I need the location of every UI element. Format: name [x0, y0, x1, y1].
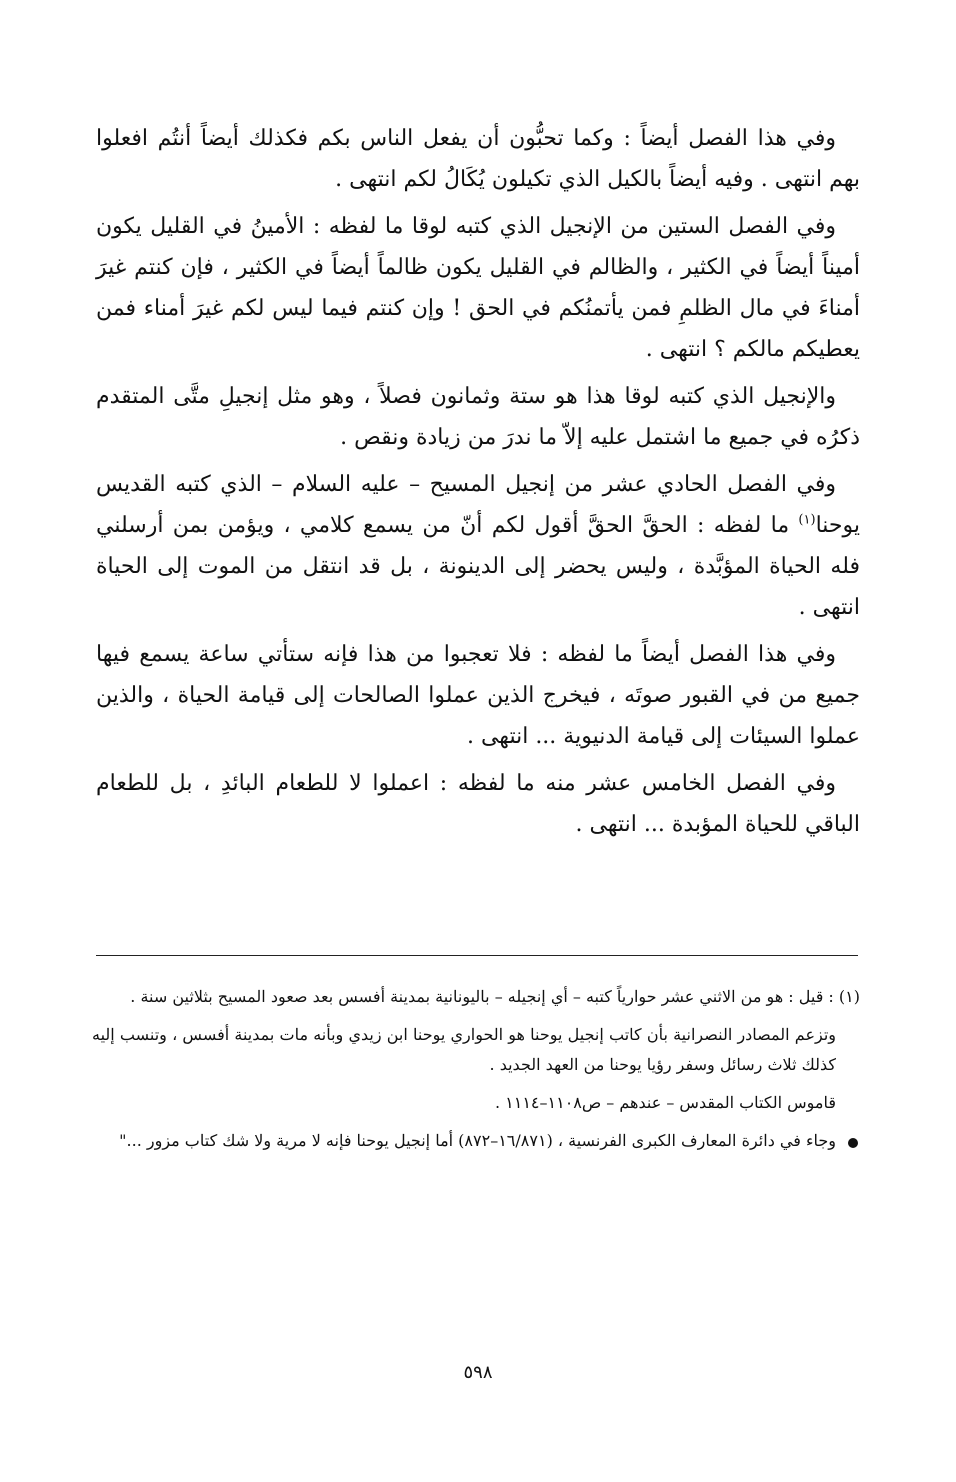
- page-number: ٥٩٨: [463, 1362, 493, 1383]
- bullet-icon: [848, 1138, 858, 1148]
- paragraph-4-text-before-ref: وفي الفصل الحادي عشر من إنجيل المسيح – عليه السلام – الذي كتبه القديس يوحنا: [96, 472, 860, 538]
- main-text-body: [96, 118, 860, 851]
- footnote-1: (١) : قيل : هو من الاثني عشر حوارياً كتبه – أي إنجيله – باليونانية بمدينة أفسس بعد صعود المسيح بثلاثين سنة .: [130, 987, 860, 1006]
- paragraph-3: والإنجيل الذي كتبه لوقا هذا هو ستة وثمانون فصلاً ، وهو مثل إنجيلِ متَّى المتقدم ذكرُه في جميع ما اشتمل عليه إلاّ ما ندرَ من زيادة ونقص .: [96, 384, 860, 450]
- footnote-bullet-text: وجاء في دائرة المعارف الكبرى الفرنسية ، (١٦/٨٧١–٨٧٢) أما إنجيل يوحنا فإنه لا مرية ولا شك كتاب مزور ...": [119, 1131, 836, 1150]
- paragraph-1: وفي هذا الفصل أيضاً : وكما تحبُّون أن يفعل الناس بكم فكذلك أيضاً أنتُم افعلوا بهم انتهى . وفيه أيضاً بالكيل الذي تكيلون يُكَالُ لكم انتهى .: [96, 126, 860, 192]
- paragraph-4: [96, 464, 860, 628]
- footnote-1-source: قاموس الكتاب المقدس – عندهم – ص١١٠٨–١١١٤ .: [494, 1093, 836, 1112]
- footnote-bullet-note: [92, 1126, 860, 1156]
- paragraph-5: وفي هذا الفصل أيضاً ما لفظه : فلا تعجبوا من هذا فإنه ستأتي ساعة يسمع فيها جميع من في القبور صوتَه ، فيخرج الذين عملوا الصالحات إلى قيامة الحياة ، والذين عملوا السيئات إلى قيامة الدنيوية ... انتهى .: [96, 642, 860, 749]
- footnote-1-continuation: وتزعم المصادر النصرانية بأن كاتب إنجيل يوحنا هو الحواري يوحنا ابن زيدي وبأنه مات بمدينة أفسس ، وتنسب إليه كذلك ثلاث رسائل وسفر رؤيا يوحنا من العهد الجديد .: [92, 1025, 836, 1074]
- paragraph-6: وفي الفصل الخامس عشر منه ما لفظه : اعملوا لا للطعام البائدِ ، بل للطعام الباقي للحياة المؤبدة ... انتهى .: [96, 771, 860, 837]
- footnote-reference[interactable]: (١): [798, 512, 816, 528]
- footnotes-section: [92, 982, 860, 1164]
- paragraph-4-text-after-ref: ما لفظه : الحقَّ الحقَّ أقول لكم أنّ من يسمع كلامي ، ويؤمن بمن أرسلني فله الحياة المؤبَّدة ، وليس يحضر إلى الدينونة ، بل قد انتقل من الموت إلى الحياة انتهى .: [96, 513, 860, 620]
- paragraph-2: وفي الفصل الستين من الإنجيل الذي كتبه لوقا ما لفظه : الأمينُ في القليل يكون أميناً أيضاً في الكثير ، والظالم في القليل يكون ظالماً أيضاً في الكثير ، فإن كنتم غيرَ أمناءَ في مال الظلمِ فمن يأتمنُكم في الحق ! وإن كنتم فيما ليس لكم غيرَ أمناء فمن يعطيكم مالكم ؟ انتهى .: [96, 214, 860, 362]
- footnote-divider: [96, 955, 858, 956]
